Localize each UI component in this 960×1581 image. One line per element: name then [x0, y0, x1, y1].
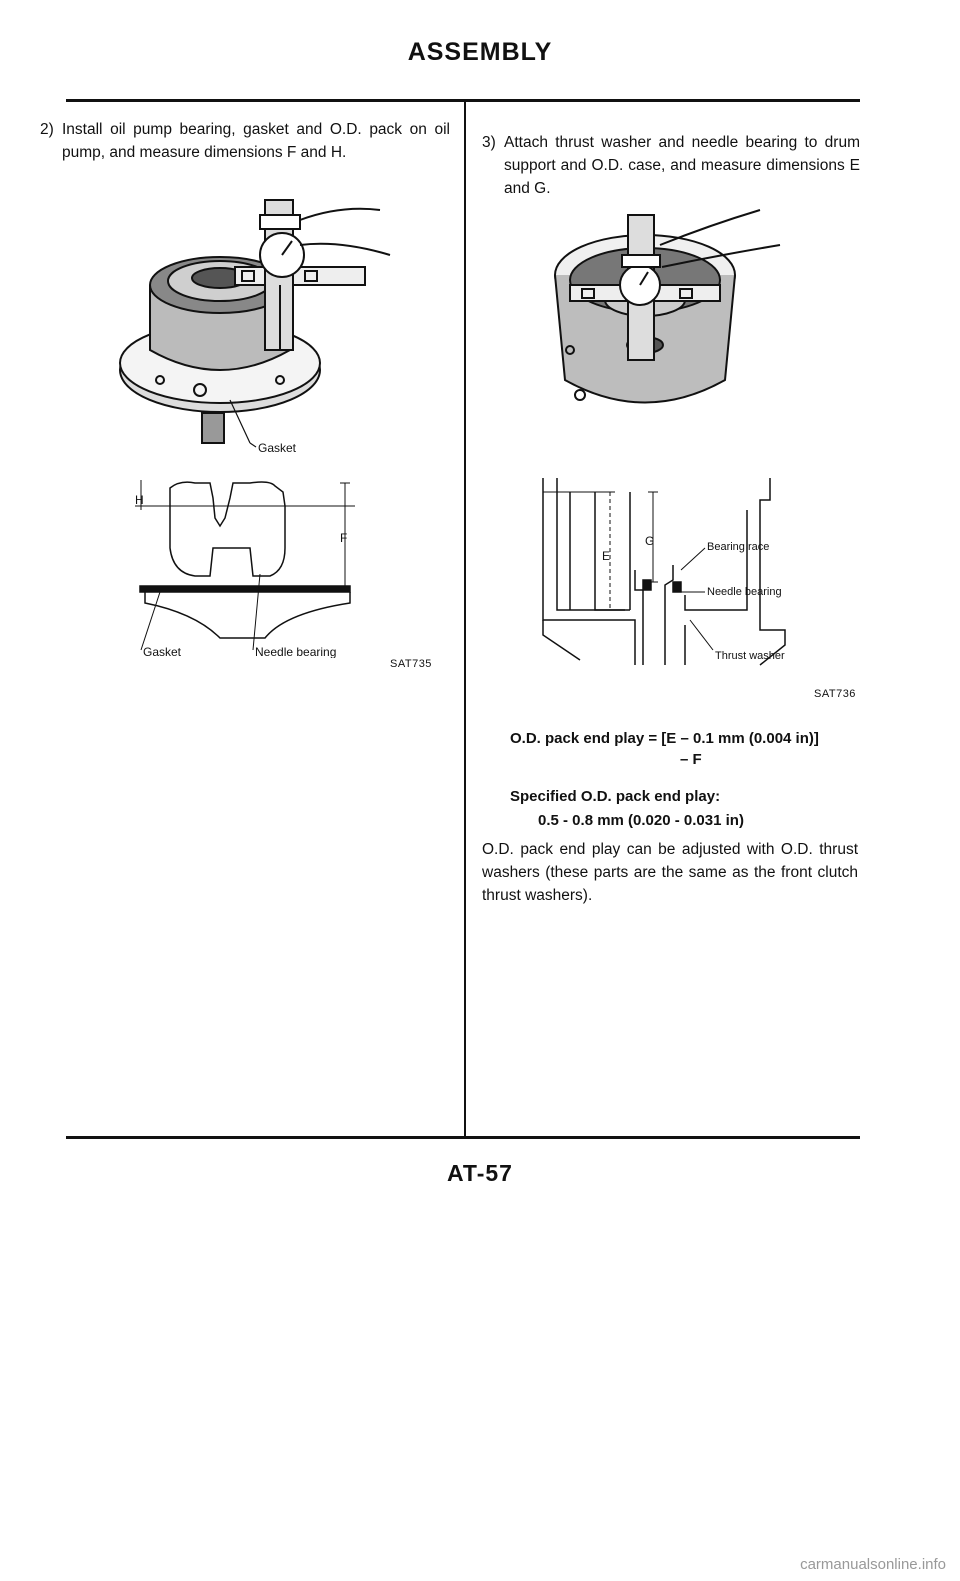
diagram-label-h: H [135, 493, 144, 507]
spec-label: Specified O.D. pack end play: [510, 788, 721, 805]
top-rule [66, 99, 860, 102]
diagram-label-thrust-washer: Thrust washer [715, 650, 785, 662]
footer-watermark: carmanualsonline.info [800, 1556, 946, 1573]
step-text: Attach thrust washer and needle bearing to drum support and O.D. case, and measure dimensions E and G. [504, 134, 860, 197]
pump-cross-section-diagram [135, 478, 365, 658]
od-case-measurement-illustration [540, 205, 800, 435]
bottom-rule [66, 1136, 860, 1139]
page-title: ASSEMBLY [407, 38, 553, 66]
formula-line-1: O.D. pack end play = [E – 0.1 mm (0.004 in)] [510, 730, 819, 747]
diagram-label-gasket: Gasket [143, 645, 182, 658]
end-play-formula [510, 730, 870, 768]
case-cross-section-diagram [535, 470, 795, 675]
photo-label-gasket: Gasket [258, 441, 297, 455]
column-divider [464, 101, 466, 1137]
diagram-label-g: G [645, 534, 655, 548]
step-number: 2) [40, 121, 54, 138]
spec-value: 0.5 - 0.8 mm (0.020 - 0.031 in) [538, 812, 744, 829]
adjustment-note: O.D. pack end play can be adjusted with O.D. thrust washers (these parts are the same as the front clutch thrust washers). [482, 841, 858, 904]
formula-line-2: – F [680, 751, 702, 768]
diagram-label-needle-bearing: Needle bearing [707, 586, 782, 598]
diagram-label-f: F [340, 531, 348, 545]
step-text: Install oil pump bearing, gasket and O.D. pack on oil pump, and measure dimensions F and H. [62, 121, 450, 161]
diagram-label-needle-bearing: Needle bearing [255, 645, 337, 658]
figure-code-sat736: SAT736 [814, 688, 856, 700]
page-number: AT-57 [447, 1160, 513, 1186]
diagram-label-e: E [602, 549, 611, 563]
step-2 [40, 118, 450, 164]
diagram-label-bearing-race: Bearing race [707, 541, 770, 553]
oil-pump-measurement-illustration [110, 185, 410, 460]
figure-code-sat735: SAT735 [390, 658, 432, 670]
step-3 [482, 131, 860, 200]
step-number: 3) [482, 134, 496, 151]
